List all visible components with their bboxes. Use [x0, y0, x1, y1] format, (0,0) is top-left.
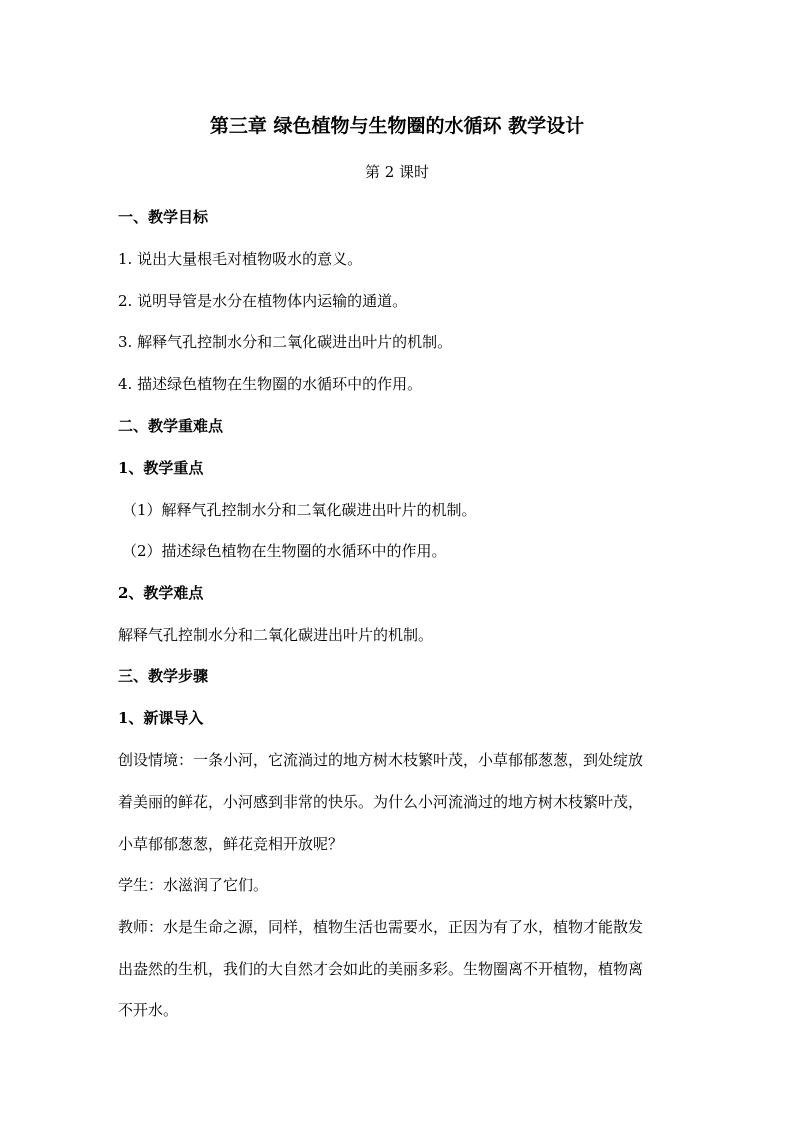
teacher-paragraph-line: 出盎然的生机，我们的大自然才会如此的美丽多彩。生物圈离不开植物，植物离	[118, 960, 644, 978]
student-response: 学生：水滋润了它们。	[118, 876, 269, 894]
lesson-number: 第 2 课时	[364, 163, 430, 181]
focus-heading: 1、教学重点	[118, 459, 204, 477]
focus-item: （1）解释气孔控制水分和二氧化碳进出叶片的机制。	[122, 501, 477, 519]
difficulty-text: 解释气孔控制水分和二氧化碳进出叶片的机制。	[118, 626, 434, 644]
teacher-paragraph-line: 不开水。	[118, 1001, 179, 1019]
objective-item: 1. 说出大量根毛对植物吸水的意义。	[118, 250, 363, 268]
steps-heading: 三、教学步骤	[118, 667, 209, 685]
objective-item: 4. 描述绿色植物在生物圈的水循环中的作用。	[118, 375, 423, 393]
objective-item: 3. 解释气孔控制水分和二氧化碳进出叶片的机制。	[118, 333, 453, 351]
intro-paragraph-line: 着美丽的鲜花，小河感到非常的快乐。为什么小河流淌过的地方树木枝繁叶茂，	[118, 793, 644, 811]
intro-paragraph-line: 创设情境：一条小河，它流淌过的地方树木枝繁叶茂，小草郁郁葱葱，到处绽放	[118, 751, 644, 769]
keypoints-heading: 二、教学重难点	[118, 417, 224, 435]
objectives-heading: 一、教学目标	[118, 208, 209, 226]
document-title: 第三章 绿色植物与生物圈的水循环 教学设计	[209, 115, 585, 137]
difficulty-heading: 2、教学难点	[118, 584, 204, 602]
objective-item: 2. 说明导管是水分在植物体内运输的通道。	[118, 292, 408, 310]
intro-paragraph-line: 小草郁郁葱葱，鲜花竞相开放呢？	[118, 835, 344, 853]
focus-item: （2）描述绿色植物在生物圈的水循环中的作用。	[122, 542, 447, 560]
intro-heading: 1、新课导入	[118, 709, 204, 727]
teacher-paragraph-line: 教师：水是生命之源，同样，植物生活也需要水，正因为有了水，植物才能散发	[118, 918, 644, 936]
